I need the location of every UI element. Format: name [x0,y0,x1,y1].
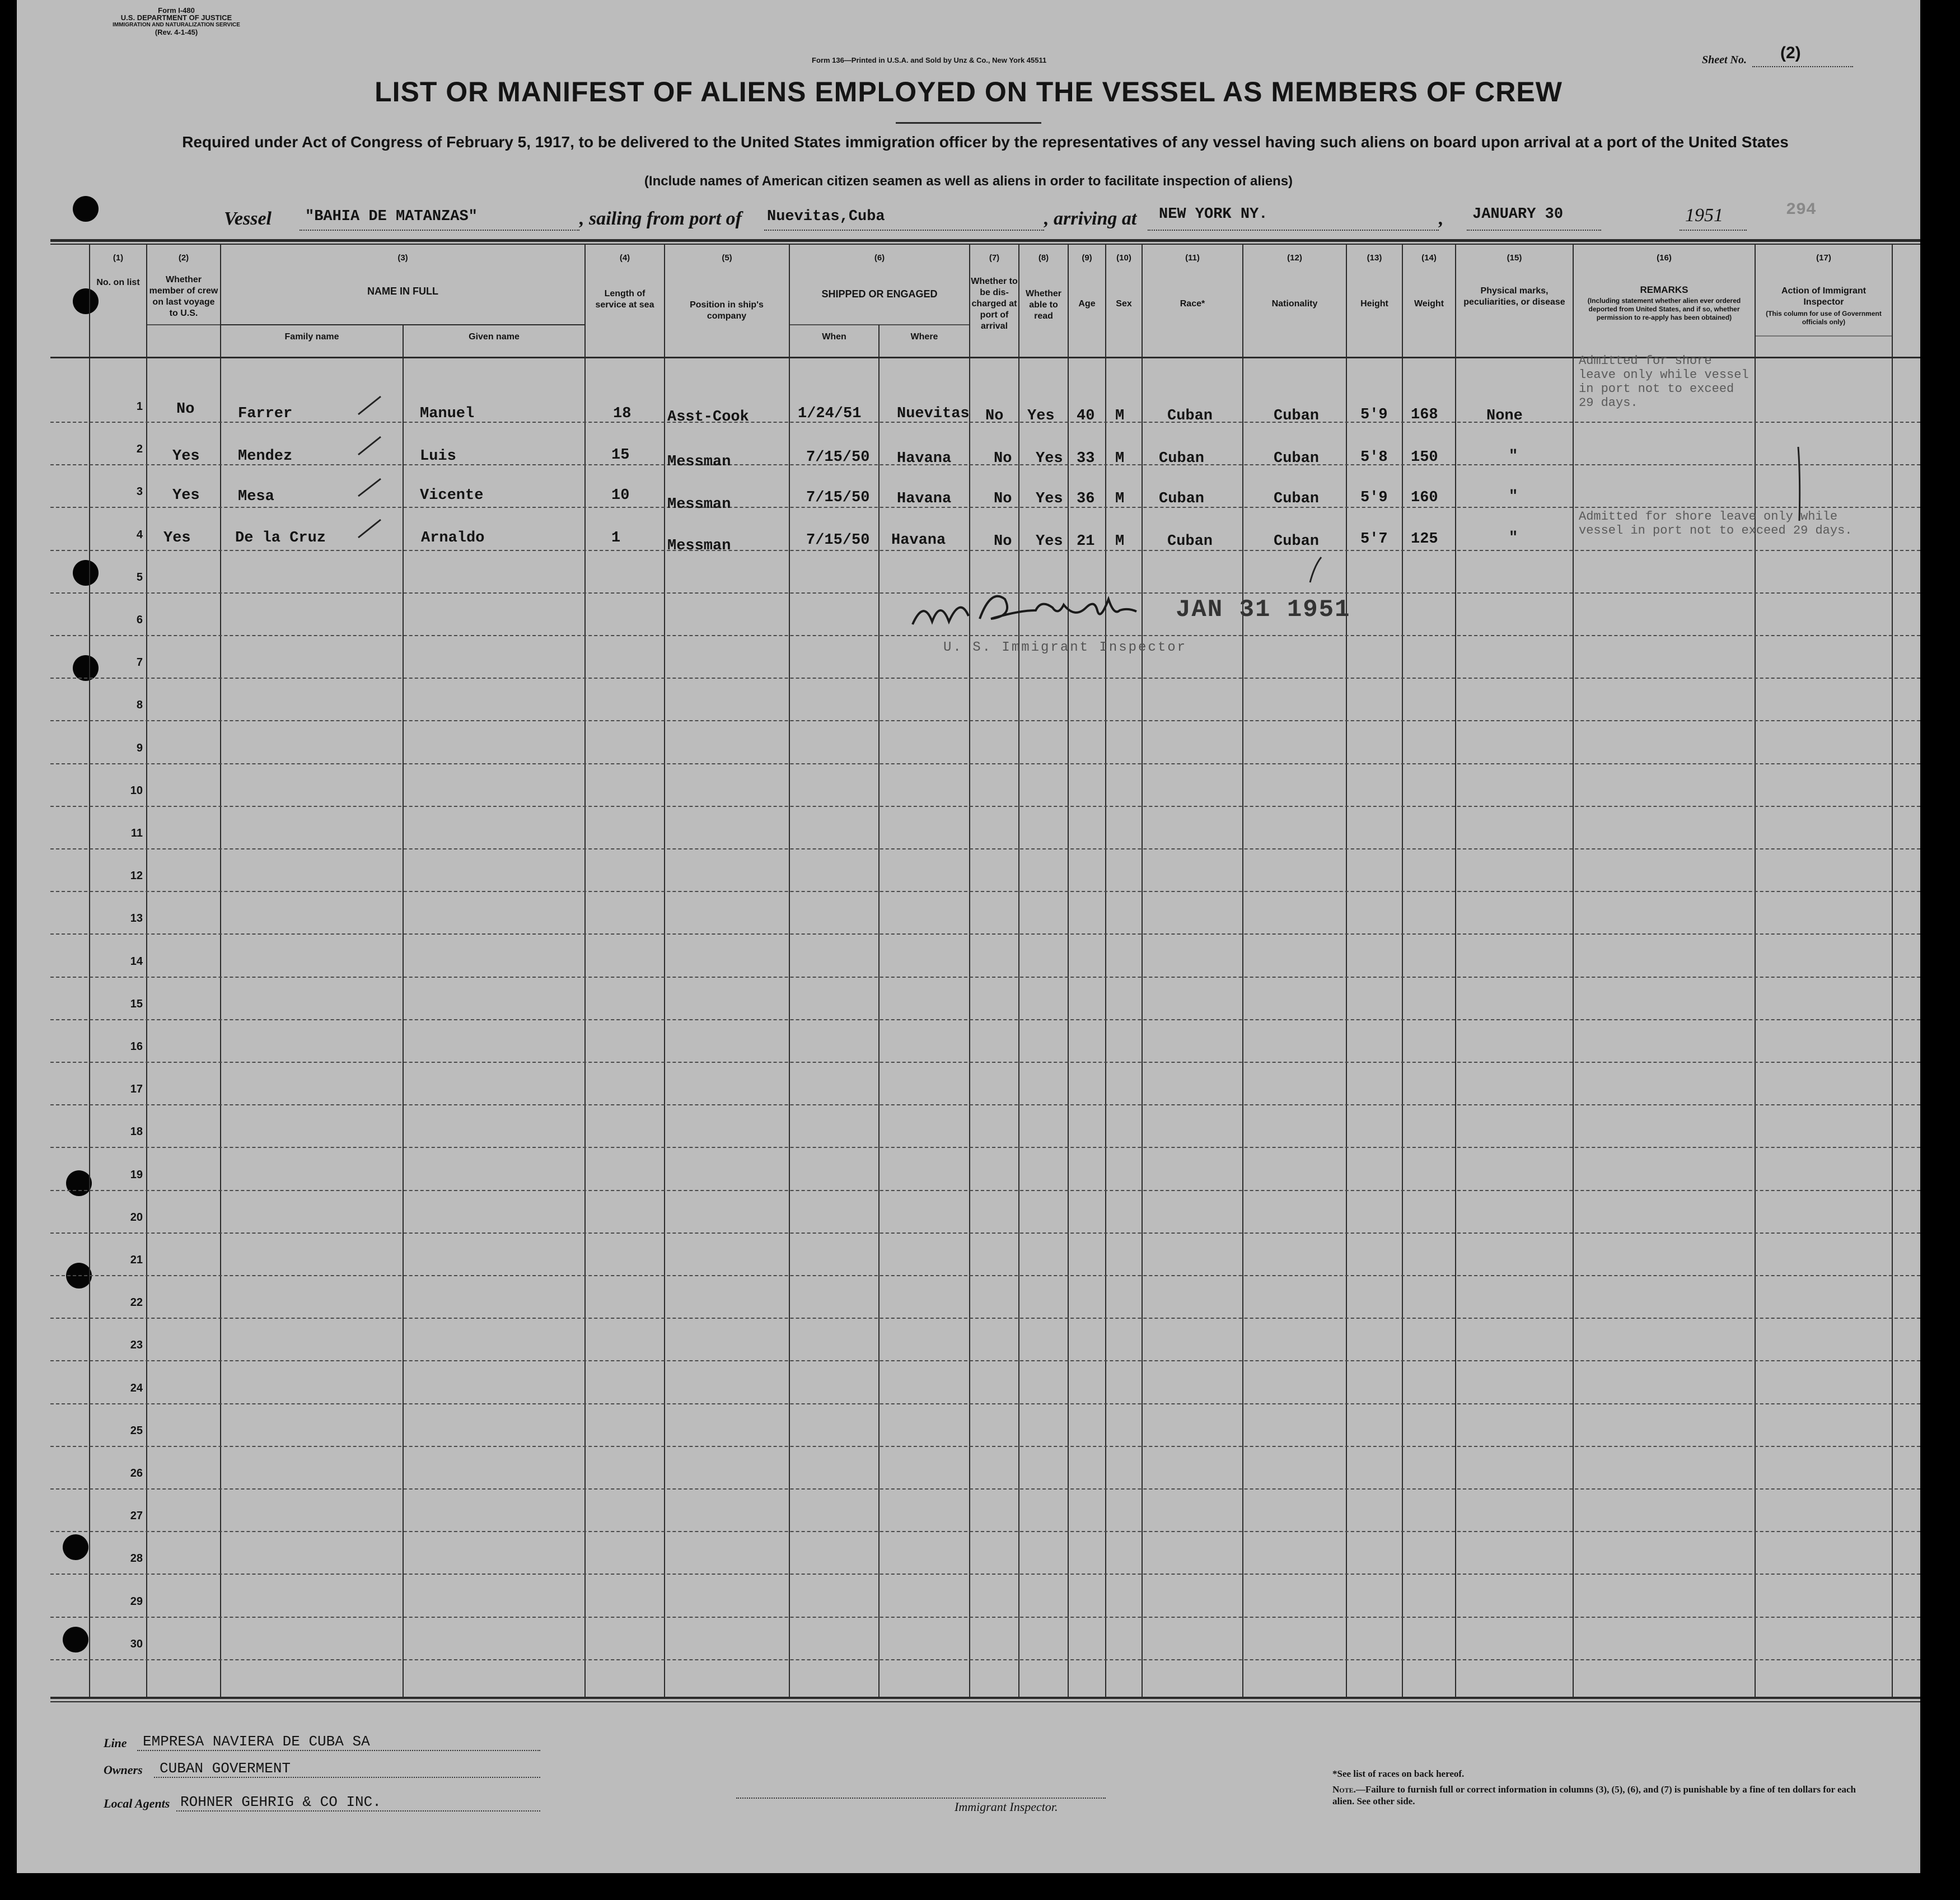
row-separator [50,1446,1920,1447]
inspector-title: U. S. Immigrant Inspector [943,640,1187,655]
row-number: 15 [130,998,143,1010]
row-separator [50,806,1920,807]
row-separator [50,1275,1920,1276]
vessel-name: "BAHIA DE MATANZAS" [305,208,478,225]
able-to-read: Yes [1036,450,1063,467]
row-separator [50,977,1920,978]
header-given-name: Given name [469,332,520,342]
given-name: Luis [420,448,456,465]
row-separator [50,720,1920,721]
row-number: 18 [130,1126,143,1138]
header-race: Race* [1180,299,1205,309]
vessel-label: Vessel [224,208,272,229]
row-separator [50,1659,1920,1660]
row-separator [50,1233,1920,1234]
weight: 160 [1411,489,1438,506]
row-number: 1 [136,400,143,413]
to-be-discharged: No [994,491,1012,507]
physical-marks: " [1509,488,1518,505]
header-remarks-detail: (Including statement whether alien ever ordered deported from United States, and if so, whether permission to re-apply has been obtained) [1587,297,1741,321]
physical-marks: " [1509,448,1518,465]
sex: M [1115,491,1125,507]
position: Messman [667,496,731,513]
row-separator [50,1318,1920,1319]
note-text: —Failure to furnish full or correct information in columns (3), (5), (6), and (7) is punishable by a fine of ten dollars for each alien. See other side. [1332,1784,1856,1806]
family-name: De la Cruz [235,530,326,547]
row-separator [50,1531,1920,1532]
row-number: 13 [130,912,143,925]
family-name: Farrer [238,405,293,422]
header-name-in-full: NAME IN FULL [367,286,438,297]
to-be-discharged: No [994,533,1012,550]
given-name: Vicente [420,487,484,504]
page-subtitle: Required under Act of Congress of February 5, 1917, to be delivered to the United States immigration officer by the representatives of any vessel having such aliens on board upon arrival at a port of the United States [182,133,1789,151]
manifest-page [17,0,1920,1873]
header-able-to-read: Whether able to read [1026,289,1061,321]
sheet-number: (2) [1780,44,1801,62]
service: IMMIGRATION AND NATURALIZATION SERVICE [113,22,240,28]
row-separator [50,1147,1920,1148]
remarks-stamp-1: Admitted for shore leave only while vessel in port not to exceed 29 days. [1579,354,1749,410]
row-number: 19 [130,1169,143,1181]
col-num-15: (15) [1507,253,1522,263]
race: Cuban [1159,450,1205,467]
col-num-3: (3) [397,253,408,263]
inspector-caption: Immigrant Inspector. [955,1800,1058,1814]
col-num-14: (14) [1421,253,1437,263]
header-position: Position in ship's company [690,300,764,321]
prev-voyage: Yes [172,448,200,465]
col-num-7: (7) [989,253,1000,263]
page-stamp: 294 [1786,200,1817,220]
arrival-date: JANUARY 30 [1472,206,1564,223]
header-action-of-inspector: Action of Immigrant Inspector [1781,286,1867,307]
age: 36 [1077,491,1095,507]
header-nationality: Nationality [1271,299,1318,309]
date-separator: , [1439,208,1444,229]
col-num-8: (8) [1038,253,1049,263]
arriving-label: , arriving at [1044,208,1137,229]
able-to-read: Yes [1036,491,1063,507]
form-number: Form I-480 [158,6,195,15]
row-separator [50,933,1920,935]
row-number: 2 [136,443,143,455]
given-name: Arnaldo [421,530,485,547]
row-number: 3 [136,485,143,498]
row-number: 23 [130,1339,143,1351]
weight: 125 [1411,531,1438,548]
row-number: 7 [136,656,143,669]
row-number: 6 [136,614,143,626]
local-agents: ROHNER GEHRIG & CO INC. [180,1794,381,1810]
sailing-label: , sailing from port of [579,208,742,229]
to-be-discharged: No [985,408,1004,424]
shipped-where: Havana [891,532,946,549]
printer-line: Form 136—Printed in U.S.A. and Sold by Unz & Co., New York 45511 [812,56,1047,64]
header-where: Where [910,332,938,342]
row-number: 25 [130,1425,143,1437]
sex: M [1115,450,1125,467]
row-number: 24 [130,1382,143,1394]
row-separator [50,763,1920,764]
row-number: 10 [130,785,143,797]
col-num-16: (16) [1657,253,1672,263]
inspection-date-stamp: JAN 31 1951 [1176,596,1351,624]
header-no-on-list: No. on list [96,278,140,287]
sailing-port: Nuevitas,Cuba [767,208,885,225]
col-num-17: (17) [1816,253,1831,263]
physical-marks: None [1486,408,1523,424]
owners: CUBAN GOVERMENT [160,1760,291,1777]
row-number: 4 [136,529,143,541]
header-height: Height [1360,299,1388,309]
include-note: (Include names of American citizen seamen as well as aliens in order to facilitate inspection of aliens) [644,174,1293,189]
row-separator [50,848,1920,849]
shipped-where: Havana [897,450,952,467]
row-number: 11 [130,827,143,839]
row-number: 27 [130,1510,143,1522]
sex: M [1115,533,1125,550]
position: Messman [667,454,731,470]
row-separator [50,1104,1920,1105]
header-age: Age [1078,299,1096,309]
to-be-discharged: No [994,450,1012,467]
shipped-when: 7/15/50 [806,532,870,549]
row-separator [50,1488,1920,1490]
able-to-read: Yes [1036,533,1063,550]
row-separator [50,1019,1920,1020]
height: 5'9 [1360,407,1388,423]
revision: (Rev. 4-1-45) [155,28,198,36]
header-length-of-service: Length of service at sea [595,289,654,310]
shipped-where: Nuevitas [897,405,970,422]
race: Cuban [1167,533,1213,550]
row-separator [50,1190,1920,1191]
header-remarks: REMARKS [1640,284,1688,295]
row-number: 22 [130,1296,143,1309]
row-number: 8 [136,699,143,711]
row-separator [50,678,1920,679]
header-sex: Sex [1116,299,1132,309]
service-years: 10 [611,487,630,504]
nationality: Cuban [1274,533,1320,550]
col-num-6: (6) [874,253,885,263]
col-num-13: (13) [1367,253,1382,263]
note-label: Note. [1332,1784,1356,1795]
shipped-when: 7/15/50 [806,489,870,506]
able-to-read: Yes [1027,408,1055,424]
nationality: Cuban [1274,450,1320,467]
sex: M [1115,408,1125,424]
row-separator [50,1574,1920,1575]
row-number: 30 [130,1638,143,1650]
remarks-stamp-2: Admitted for shore leave only while vessel in port not to exceed 29 days. [1579,510,1853,538]
header-shipped-or-engaged: SHIPPED OR ENGAGED [821,288,938,300]
line-label: Line [104,1736,127,1750]
height: 5'8 [1360,449,1388,466]
row-number: 26 [130,1467,143,1479]
service-years: 15 [611,447,630,464]
age: 21 [1077,533,1095,550]
row-number: 29 [130,1595,143,1608]
race: Cuban [1167,408,1213,424]
row-separator [50,1062,1920,1063]
height: 5'7 [1360,531,1388,548]
row-separator [50,891,1920,892]
prev-voyage: No [176,401,195,418]
row-number: 16 [130,1040,143,1053]
service-years: 18 [613,405,631,422]
department: U.S. DEPARTMENT OF JUSTICE [120,13,232,22]
shipping-line: EMPRESA NAVIERA DE CUBA SA [143,1733,370,1750]
weight: 168 [1411,407,1438,423]
row-number: 5 [136,571,143,583]
arrival-year: 1951 [1685,205,1723,226]
physical-marks: " [1509,530,1518,547]
shipped-when: 7/15/50 [806,449,870,466]
col-num-12: (12) [1287,253,1302,263]
row-number: 17 [130,1083,143,1095]
col-num-9: (9) [1082,253,1092,263]
races-note: *See list of races on back hereof. [1332,1768,1465,1779]
race: Cuban [1159,491,1205,507]
header-previous-voyage: Whether member of crew on last voyage to U.S. [149,275,218,318]
inspector-signature [907,577,1176,638]
row-number: 12 [130,870,143,882]
shipped-when: 1/24/51 [798,405,862,422]
header-discharged: Whether to be dis-charged at port of arrival [971,277,1018,331]
row-number: 21 [130,1254,143,1266]
row-number: 14 [130,955,143,968]
nationality: Cuban [1274,408,1320,424]
header-when: When [822,332,846,342]
col-num-4: (4) [619,253,630,263]
age: 40 [1077,408,1095,424]
col-num-1: (1) [113,253,124,263]
row-separator [50,1360,1920,1361]
row-number: 28 [130,1552,143,1565]
col-num-2: (2) [178,253,189,263]
prev-voyage: Yes [163,530,191,547]
row-separator [50,1403,1920,1404]
header-action-detail: (This column for use of Government officials only) [1766,310,1882,326]
shipped-where: Havana [897,491,952,507]
family-name: Mendez [238,448,293,465]
nationality: Cuban [1274,491,1320,507]
service-years: 1 [611,530,621,547]
owners-label: Owners [104,1763,143,1777]
arriving-port: NEW YORK NY. [1159,206,1268,223]
prev-voyage: Yes [172,487,200,504]
height: 5'9 [1360,489,1388,506]
position: Messman [667,538,731,554]
col-num-11: (11) [1185,253,1200,263]
header-weight: Weight [1414,299,1444,309]
agents-label: Local Agents [104,1796,170,1810]
row-number: 20 [130,1211,143,1224]
weight: 150 [1411,449,1438,466]
given-name: Manuel [420,405,475,422]
family-name: Mesa [238,488,274,505]
penalty-note [1332,1784,1859,1807]
header-physical-marks: Physical marks, peculiarities, or disease [1463,286,1565,307]
row-number: 9 [136,742,143,754]
header-family-name: Family name [284,332,339,342]
position: Asst-Cook [667,409,749,426]
sheet-label: Sheet No. [1702,54,1747,66]
age: 33 [1077,450,1095,467]
col-num-10: (10) [1116,253,1131,263]
col-num-5: (5) [722,253,732,263]
page-title: LIST OR MANIFEST OF ALIENS EMPLOYED ON THE VESSEL AS MEMBERS OF CREW [375,76,1563,108]
row-separator [50,1617,1920,1618]
